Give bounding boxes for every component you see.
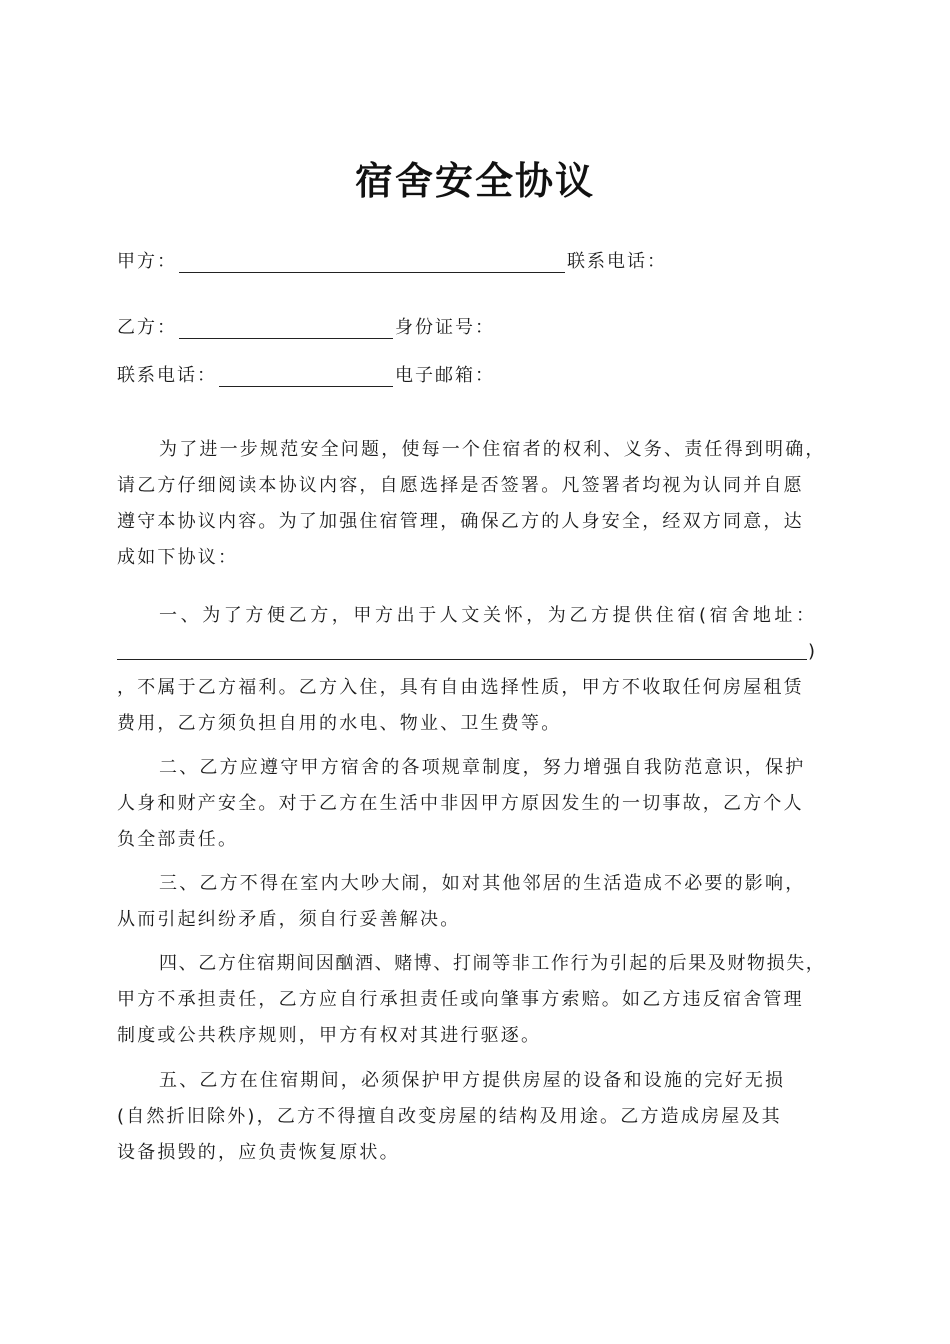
party-b-id-label: 身份证号： <box>395 317 495 338</box>
clause-3-paragraph <box>117 866 837 938</box>
clause-2-paragraph <box>117 750 837 858</box>
clause-5-line: 设备损毁的，应负责恢复原状。 <box>117 1142 400 1163</box>
intro-line: 为了进一步规范安全问题，使每一个住宿者的权利、义务、责任得到明确， <box>159 439 826 460</box>
intro-line: 请乙方仔细阅读本协议内容，自愿选择是否签署。凡签署者均视为认同并自愿 <box>117 475 804 496</box>
document-title: 宿舍安全协议 <box>354 159 595 203</box>
clause-3-line: 三、乙方不得在室内大吵大闹，如对其他邻居的生活造成不必要的影响， <box>159 873 806 894</box>
clause-1-line: 一、为了方便乙方，甲方出于人文关怀，为乙方提供住宿(宿舍地址： <box>159 605 818 626</box>
party-a-name-blank[interactable] <box>179 252 565 273</box>
clause-2-line: 二、乙方应遵守甲方宿舍的各项规章制度，努力增强自我防范意识，保护 <box>159 757 806 778</box>
clause-1-rest <box>117 670 837 742</box>
party-b-phone-blank[interactable] <box>219 366 393 387</box>
clause-4-line: 制度或公共秩序规则，甲方有权对其进行驱逐。 <box>117 1025 542 1046</box>
clause-4-paragraph <box>117 946 837 1054</box>
party-b-email-label: 电子邮箱： <box>395 365 495 386</box>
clause-2-line: 人身和财产安全。对于乙方在生活中非因甲方原因发生的一切事故，乙方个人 <box>117 793 804 814</box>
clause-5-paragraph <box>117 1063 837 1171</box>
clause-3-line: 从而引起纠纷矛盾，须自行妥善解决。 <box>117 909 461 930</box>
clause-1-close-paren: ) <box>808 641 816 662</box>
party-b-contact-row <box>117 362 495 390</box>
clause-4-line: 甲方不承担责任，乙方应自行承担责任或向肇事方索赔。如乙方违反宿舍管理 <box>117 989 804 1010</box>
intro-paragraph <box>117 432 837 576</box>
party-a-row <box>117 248 667 276</box>
dorm-address-blank[interactable] <box>117 659 807 660</box>
party-a-label: 甲方： <box>117 251 177 272</box>
clause-4-line: 四、乙方住宿期间因酗酒、赌博、打闹等非工作行为引起的后果及财物损失， <box>159 953 826 974</box>
party-b-name-blank[interactable] <box>179 318 393 339</box>
clause-1-line: 费用，乙方须负担自用的水电、物业、卫生费等。 <box>117 713 562 734</box>
clause-1-line: ，不属于乙方福利。乙方入住，具有自由选择性质，甲方不收取任何房屋租赁 <box>117 677 804 698</box>
clause-5-line: 五、乙方在住宿期间，必须保护甲方提供房屋的设备和设施的完好无损 <box>159 1070 786 1091</box>
party-b-phone-label: 联系电话： <box>117 365 217 386</box>
intro-line: 成如下协议： <box>117 547 239 568</box>
clause-2-line: 负全部责任。 <box>117 829 239 850</box>
party-b-label: 乙方： <box>117 317 177 338</box>
intro-line: 遵守本协议内容。为了加强住宿管理，确保乙方的人身安全，经双方同意，达 <box>117 511 804 532</box>
clause-5-line: (自然折旧除外)，乙方不得擅自改变房屋的结构及用途。乙方造成房屋及其 <box>117 1106 782 1127</box>
party-a-phone-label: 联系电话： <box>567 251 667 272</box>
clause-1-first-line <box>117 598 837 634</box>
party-b-row <box>117 314 495 342</box>
